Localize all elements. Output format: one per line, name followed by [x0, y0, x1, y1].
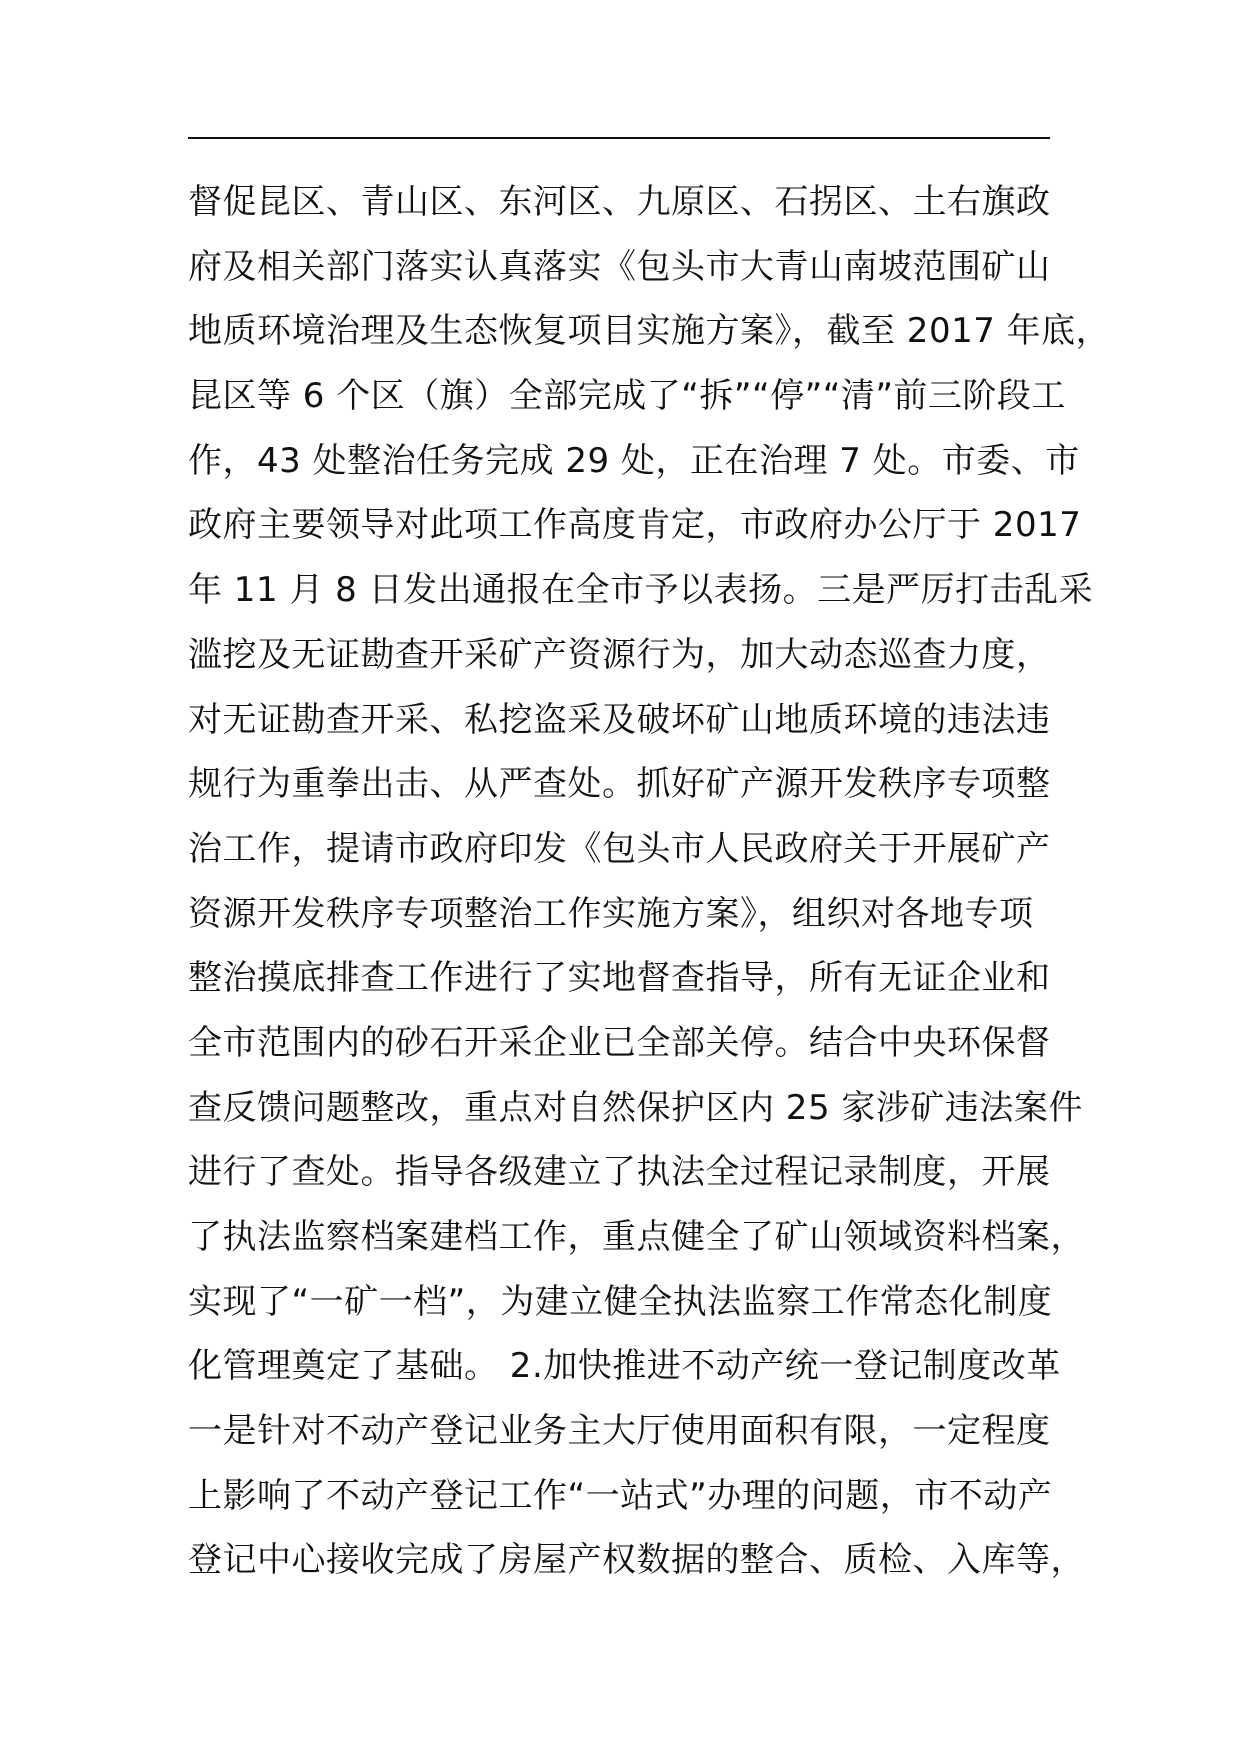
text-line: 昆区等 6 个区（旗）全部完成了“拆”“停”“清”前三阶段工 [188, 376, 1066, 417]
text-line: 查反馈问题整改，重点对自然保护区内 25 家涉矿违法案件 [188, 1087, 1083, 1128]
text-line: 整治摸底排查工作进行了实地督查指导，所有无证企业和 [188, 958, 1051, 999]
text-line: 资源开发秩序专项整治工作实施方案》，组织对各地专项 [188, 893, 1034, 934]
body-paragraph [188, 170, 1111, 1593]
text-line: 实现了“一矿一档”，为建立健全执法监察工作常态化制度 [188, 1281, 1053, 1322]
text-line: 政府主要领导对此项工作高度肯定，市政府办公厅于 2017 [188, 505, 1082, 546]
text-line: 登记中心接收完成了房屋产权数据的整合、质检、入库等， [188, 1540, 1085, 1581]
text-line: 全市范围内的砂石开采企业已全部关停。结合中央环保督 [188, 1022, 1051, 1063]
text-line: 对无证勘查开采、私挖盗采及破坏矿山地质环境的违法违 [188, 699, 1051, 740]
text-line: 规行为重拳出击、从严查处。抓好矿产源开发秩序专项整 [188, 764, 1051, 805]
text-line: 了执法监察档案建档工作，重点健全了矿山领域资料档案， [188, 1217, 1085, 1257]
text-line: 治工作，提请市政府印发《包头市人民政府关于开展矿产 [188, 828, 1051, 869]
text-line: 进行了查处。指导各级建立了执法全过程记录制度，开展 [188, 1152, 1051, 1193]
text-line: 一是针对不动产登记业务主大厅使用面积有限，一定程度 [188, 1411, 1051, 1452]
header-rule [188, 137, 1050, 139]
text-line: 滥挖及无证勘查开采矿产资源行为，加大动态巡查力度， [188, 634, 1051, 675]
text-line: 地质环境治理及生态恢复项目实施方案》，截至 2017 年底， [188, 311, 1111, 352]
text-line: 年 11 月 8 日发出通报在全市予以表扬。三是严厉打击乱采 [188, 570, 1094, 611]
text-line: 督促昆区、青山区、东河区、九原区、石拐区、土右旗政 [188, 182, 1051, 222]
text-line: 化管理奠定了基础。 2.加快推进不动产统一登记制度改革 [188, 1346, 1061, 1387]
text-line: 府及相关部门落实认真落实《包头市大青山南坡范围矿山 [188, 246, 1051, 287]
text-line: 作，43 处整治任务完成 29 处，正在治理 7 处。市委、市 [188, 440, 1080, 481]
text-line: 上影响了不动产登记工作“一站式”办理的问题，市不动产 [188, 1475, 1053, 1516]
